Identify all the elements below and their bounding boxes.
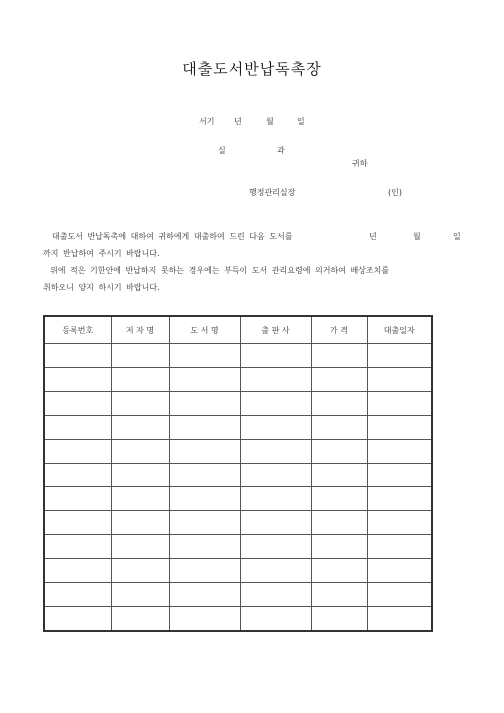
- table-cell: [169, 487, 240, 511]
- table-cell: [169, 559, 240, 583]
- paragraph2-line2: 취하오니 양지 하시기 바랍니다.: [43, 283, 160, 292]
- table-row: [44, 391, 432, 415]
- date-year-label: 년: [234, 117, 242, 126]
- table-cell: [111, 583, 169, 607]
- date-day-label: 일: [297, 117, 305, 126]
- header-book-title: 도 서 명: [169, 316, 240, 344]
- header-author: 저 자 명: [111, 316, 169, 344]
- table-cell: [44, 559, 111, 583]
- table-cell: [367, 559, 432, 583]
- table-cell: [311, 583, 367, 607]
- table-cell: [367, 511, 432, 535]
- table-row: [44, 511, 432, 535]
- header-registration-number: 등록번호: [44, 316, 111, 344]
- table-row: [44, 559, 432, 583]
- table-cell: [169, 511, 240, 535]
- table-cell: [311, 511, 367, 535]
- table-cell: [44, 487, 111, 511]
- table-cell: [367, 439, 432, 463]
- table-cell: [367, 391, 432, 415]
- table-cell: [169, 535, 240, 559]
- table-cell: [44, 367, 111, 391]
- recipient-dept-label: 실: [218, 146, 226, 155]
- table-row: [44, 583, 432, 607]
- table-cell: [240, 559, 311, 583]
- table-cell: [44, 463, 111, 487]
- table-cell: [311, 344, 367, 368]
- table-cell: [169, 367, 240, 391]
- table-cell: [44, 511, 111, 535]
- table-cell: [367, 367, 432, 391]
- table-cell: [367, 415, 432, 439]
- table-cell: [111, 439, 169, 463]
- table-cell: [240, 511, 311, 535]
- table-cell: [111, 511, 169, 535]
- table-cell: [240, 415, 311, 439]
- document-title: 대출도서반납독촉장: [182, 60, 322, 78]
- table-cell: [311, 391, 367, 415]
- table-cell: [111, 415, 169, 439]
- date-prefix: 서기: [199, 117, 215, 126]
- table-cell: [169, 583, 240, 607]
- table-cell: [240, 439, 311, 463]
- table-cell: [240, 606, 311, 631]
- table-cell: [111, 606, 169, 631]
- table-cell: [169, 391, 240, 415]
- table-cell: [367, 487, 432, 511]
- table-cell: [44, 415, 111, 439]
- table-cell: [311, 415, 367, 439]
- table-cell: [367, 583, 432, 607]
- paragraph1-month-label: 월: [413, 232, 421, 241]
- table-cell: [240, 391, 311, 415]
- table-row: [44, 344, 432, 368]
- table-cell: [311, 487, 367, 511]
- table-cell: [169, 415, 240, 439]
- table-cell: [367, 463, 432, 487]
- table-cell: [240, 344, 311, 368]
- table-cell: [367, 606, 432, 631]
- table-cell: [367, 344, 432, 368]
- table-row: [44, 439, 432, 463]
- header-publisher: 출 판 사: [240, 316, 311, 344]
- table-cell: [111, 391, 169, 415]
- table-cell: [111, 344, 169, 368]
- table-cell: [311, 367, 367, 391]
- table-cell: [169, 463, 240, 487]
- table-cell: [44, 535, 111, 559]
- table-cell: [311, 559, 367, 583]
- paragraph1-day-label: 일: [453, 232, 461, 241]
- table-cell: [44, 391, 111, 415]
- sender-seal: (인): [388, 188, 402, 197]
- table-cell: [240, 535, 311, 559]
- table-header-row: [44, 316, 432, 344]
- table-cell: [240, 583, 311, 607]
- table-cell: [169, 439, 240, 463]
- paragraph1-year-label: 년: [369, 232, 377, 241]
- table-cell: [169, 606, 240, 631]
- table-row: [44, 463, 432, 487]
- table-cell: [311, 606, 367, 631]
- table-cell: [44, 583, 111, 607]
- paragraph1-line1: 대출도서 반납독촉에 대하여 귀하에게 대출하여 드린 다음 도서를: [52, 232, 293, 241]
- table-cell: [311, 535, 367, 559]
- paragraph2-line1: 위에 적은 기한안에 반납하지 못하는 경우에는 부득이 도서 관리요령에 의거하여 배상조치를: [50, 266, 390, 275]
- table-cell: [111, 559, 169, 583]
- table-cell: [111, 487, 169, 511]
- table-cell: [240, 463, 311, 487]
- table-cell: [311, 439, 367, 463]
- table-row: [44, 606, 432, 631]
- table-cell: [240, 487, 311, 511]
- table-cell: [44, 606, 111, 631]
- table-cell: [367, 535, 432, 559]
- table-row: [44, 487, 432, 511]
- table-cell: [169, 344, 240, 368]
- date-month-label: 월: [266, 117, 274, 126]
- table-cell: [111, 463, 169, 487]
- table-row: [44, 535, 432, 559]
- recipient-section-label: 과: [277, 146, 285, 155]
- loan-book-table: [43, 315, 433, 632]
- table-cell: [111, 535, 169, 559]
- paragraph1-line2: 까지 반납하여 주시기 바랍니다.: [43, 249, 160, 258]
- header-price: 가 격: [311, 316, 367, 344]
- sender-office: 행정관리실장: [249, 188, 296, 197]
- recipient-honorific: 귀하: [352, 159, 368, 168]
- table-row: [44, 415, 432, 439]
- table-body: [44, 344, 432, 632]
- table-row: [44, 367, 432, 391]
- table-cell: [44, 439, 111, 463]
- table-cell: [240, 367, 311, 391]
- table-cell: [111, 367, 169, 391]
- table-cell: [44, 344, 111, 368]
- header-loan-date: 대출일자: [367, 316, 432, 344]
- table-cell: [311, 463, 367, 487]
